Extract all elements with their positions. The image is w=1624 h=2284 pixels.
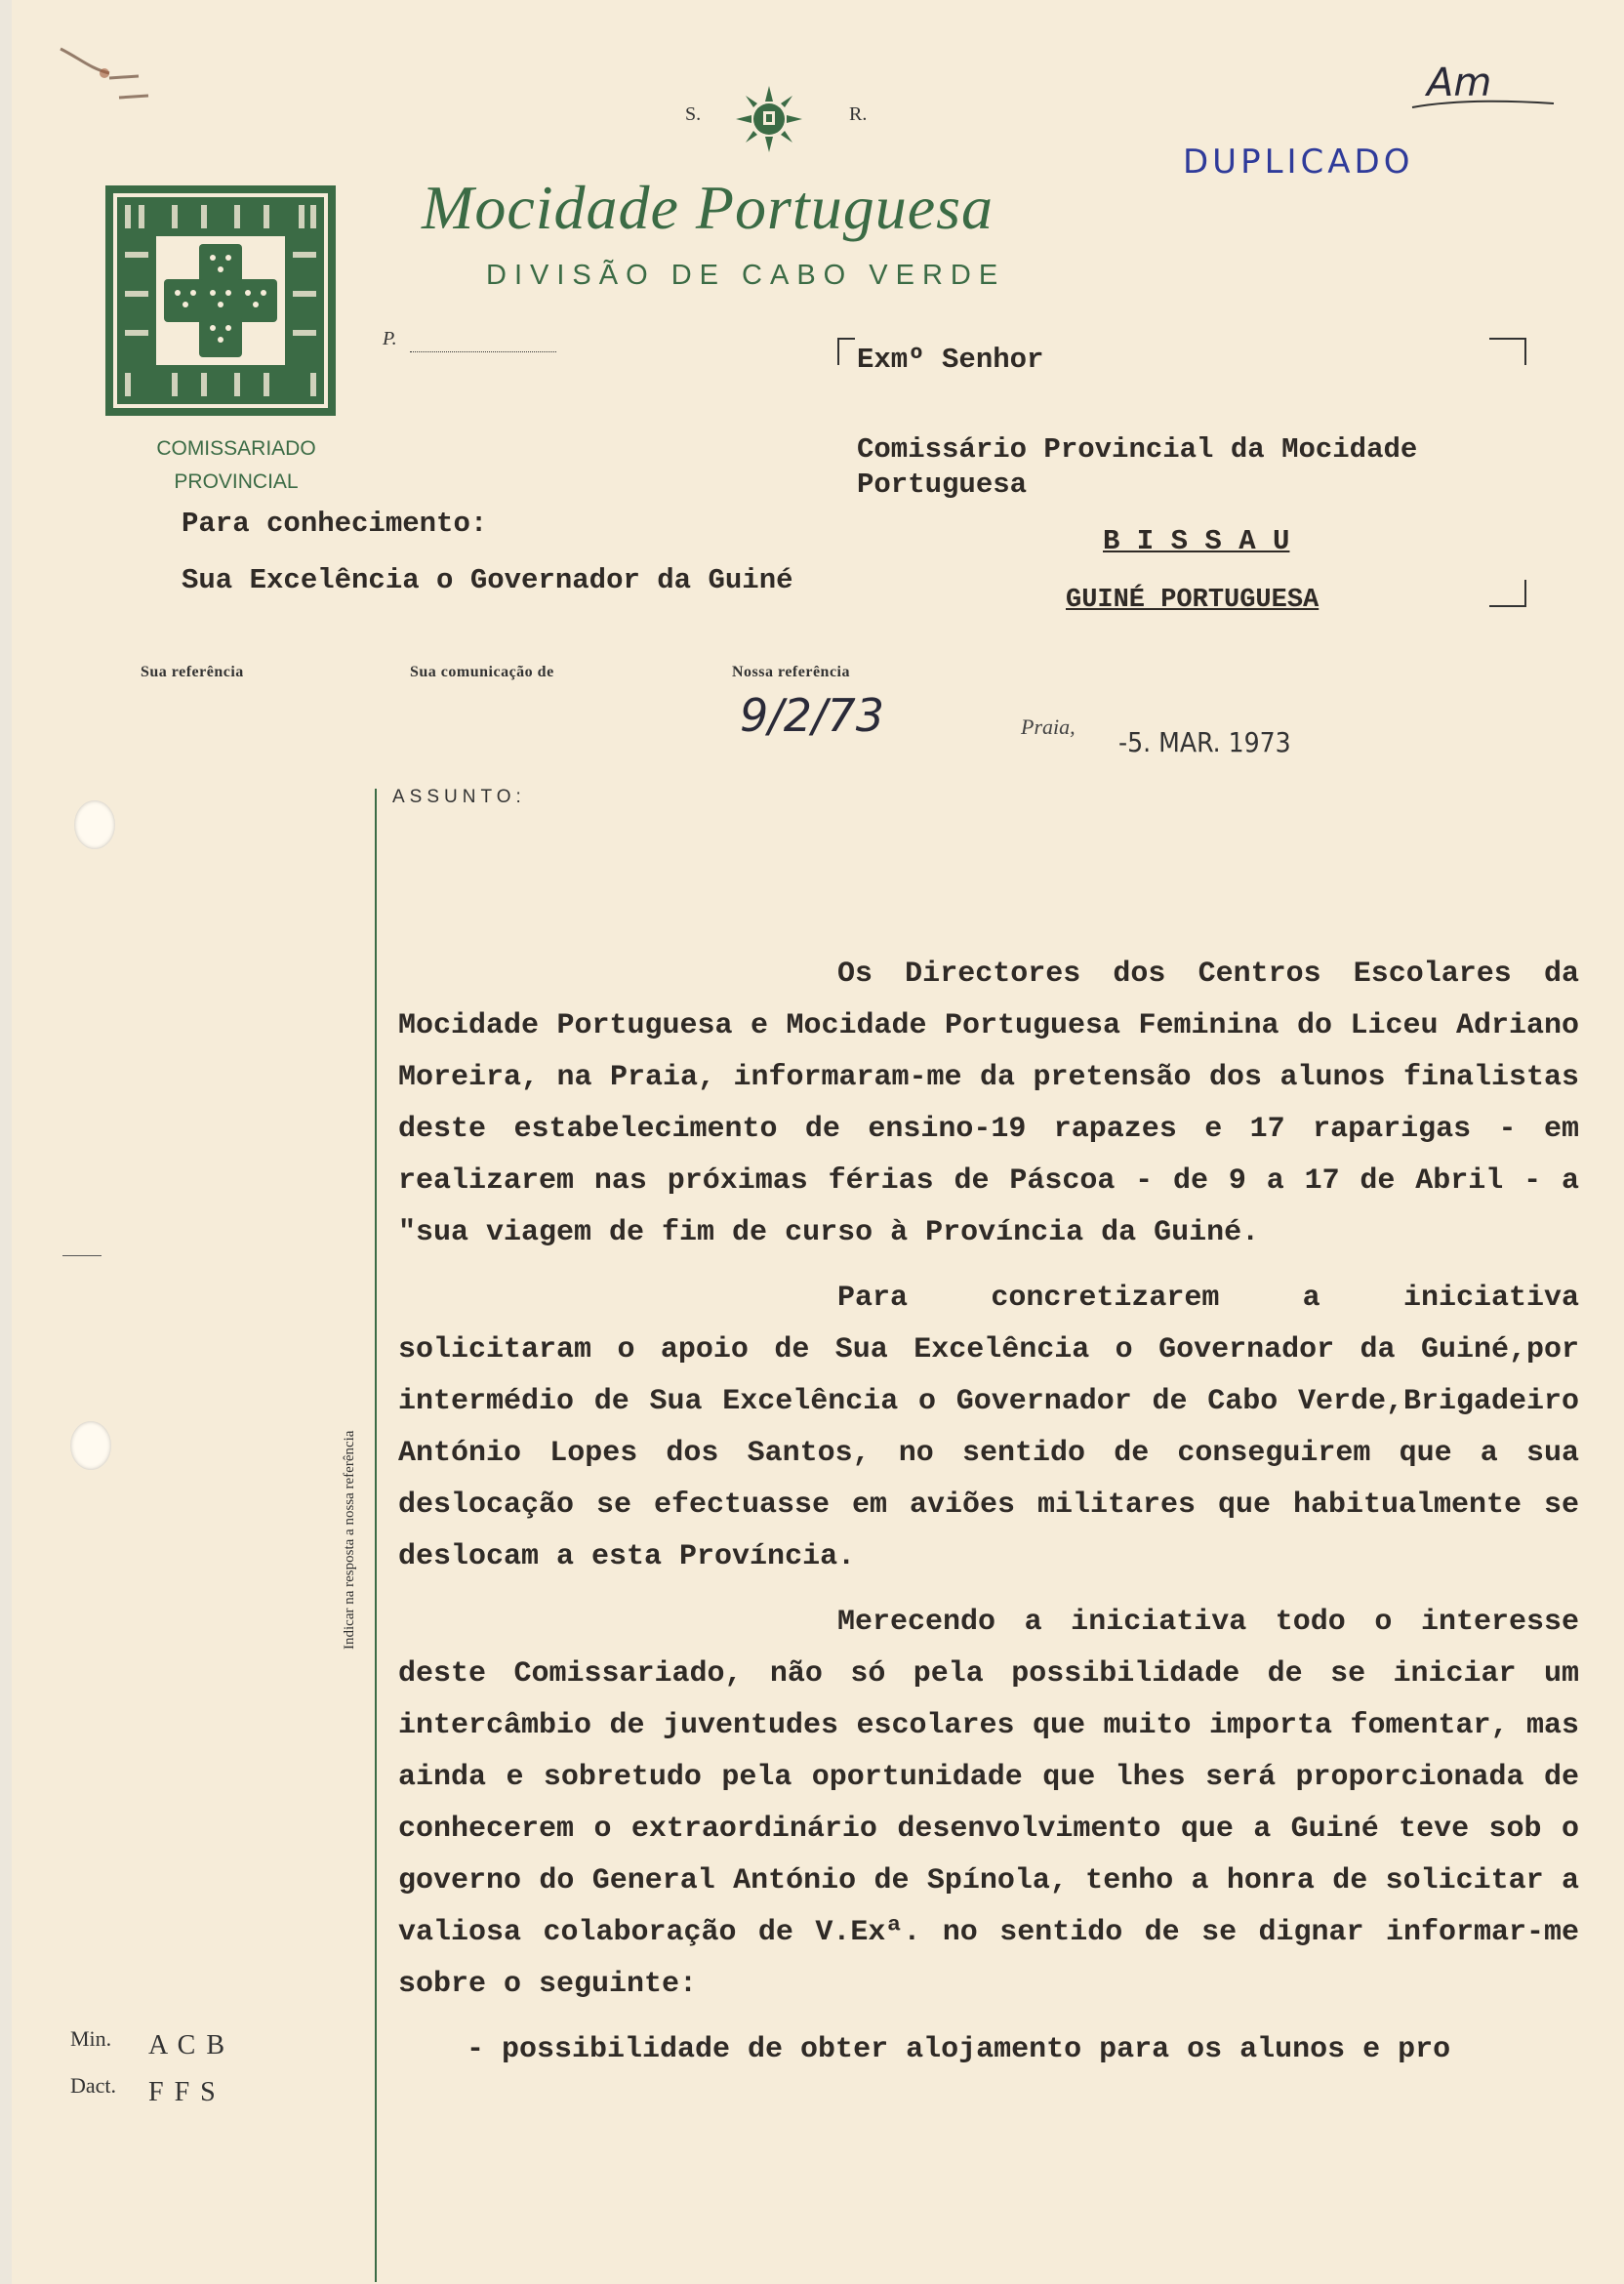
address-corner-tl [837, 338, 855, 365]
date-stamp: -5. MAR. 1973 [1118, 726, 1291, 758]
logo-icon [103, 184, 338, 418]
p-label: P. [383, 328, 397, 349]
place: Praia, [1021, 714, 1076, 739]
margin-tick [62, 1255, 102, 1256]
your-communication-label: Sua comunicação de [410, 664, 554, 680]
letter-page [12, 0, 1624, 2284]
handwritten-stroke [1407, 94, 1563, 113]
recipient-city: B I S S A U [1103, 525, 1290, 557]
handwritten-initial: Am [1427, 61, 1492, 105]
our-reference-value: 9/2/73 [740, 689, 885, 742]
body-paragraph-4: - possibilidade de obter alojamento para os alunos e pro [467, 2033, 1451, 2066]
duplicado-stamp: DUPLICADO [1183, 143, 1414, 182]
crest-icon [734, 84, 804, 154]
margin-note: Indicar na resposta a nossa referência [342, 1430, 357, 1650]
brand-subtitle: DIVISÃO DE CABO VERDE [486, 260, 1006, 291]
p-line [410, 351, 556, 352]
margin-rule [375, 789, 377, 2282]
our-reference-label: Nossa referência [732, 664, 850, 680]
r-mark: R. [849, 103, 868, 125]
dact-label: Dact. [70, 2073, 117, 2098]
your-reference-label: Sua referência [141, 664, 244, 680]
body-paragraph-3: Merecendo a iniciativa todo o interesse deste Comissariado, não só pela possibilidade de se iniciar um intercâmbio de juventudes escolares que muito importa fomentar, mas ainda e sobretudo pela oportunidade que lhes será proporcionada de conhecerem o extraordinário desenvolvimento que a Guiné teve sob o governo do General António de Spínola, tenho a honra de solicitar a valiosa colaboração de V.Exª. no sentido de se dignar informar-me sobre o seguinte: [398, 1606, 1579, 2001]
recipient-region: GUINÉ PORTUGUESA [1066, 586, 1320, 615]
punch-hole-bottom [70, 1421, 111, 1470]
office-line-1: COMISSARIADO [156, 437, 316, 460]
min-value: A C B [148, 2030, 227, 2060]
subject-label: ASSUNTO: [392, 787, 526, 807]
recipient-line-1: Comissário Provincial da Mocidade [857, 433, 1418, 466]
s-mark: S. [685, 103, 702, 125]
min-label: Min. [70, 2026, 112, 2051]
address-corner-tr [1489, 338, 1526, 365]
copy-to-label: Para conhecimento: [182, 508, 488, 540]
copy-to-name: Sua Excelência o Governador da Guiné [182, 564, 793, 596]
salutation: Exmº Senhor [857, 344, 1044, 376]
body-paragraph-2: Para concretizarem a iniciativa solicitaram o apoio de Sua Excelência o Governador da Guiné,por intermédio de Sua Excelência o Governador de Cabo Verde,Brigadeiro António Lopes dos Santos, no sentido de conseguirem que a sua deslocação se efectuasse em aviões militares que habitualmente se deslocam a esta Província. [398, 1282, 1579, 1573]
office-line-2: PROVINCIAL [174, 470, 299, 493]
recipient-line-2: Portuguesa [857, 469, 1028, 501]
brand-title: Mocidade Portuguesa [422, 173, 994, 242]
ink-smudge [51, 39, 168, 117]
dact-value: F F S [148, 2077, 218, 2107]
body-paragraph-1: Os Directores dos Centros Escolares da Mocidade Portuguesa e Mocidade Portuguesa Feminina do Liceu Adriano Moreira, na Praia, informaram-me da pretensão dos alunos finalistas deste estabelecimento de ensino-19 rapazes e 17 raparigas - em realizarem nas próximas férias de Páscoa - de 9 a 17 de Abril - a "sua viagem de fim de curso à Província da Guiné. [398, 958, 1579, 1249]
punch-hole-top [74, 800, 115, 849]
letter-body [398, 949, 1579, 2090]
address-corner-br [1489, 580, 1526, 607]
